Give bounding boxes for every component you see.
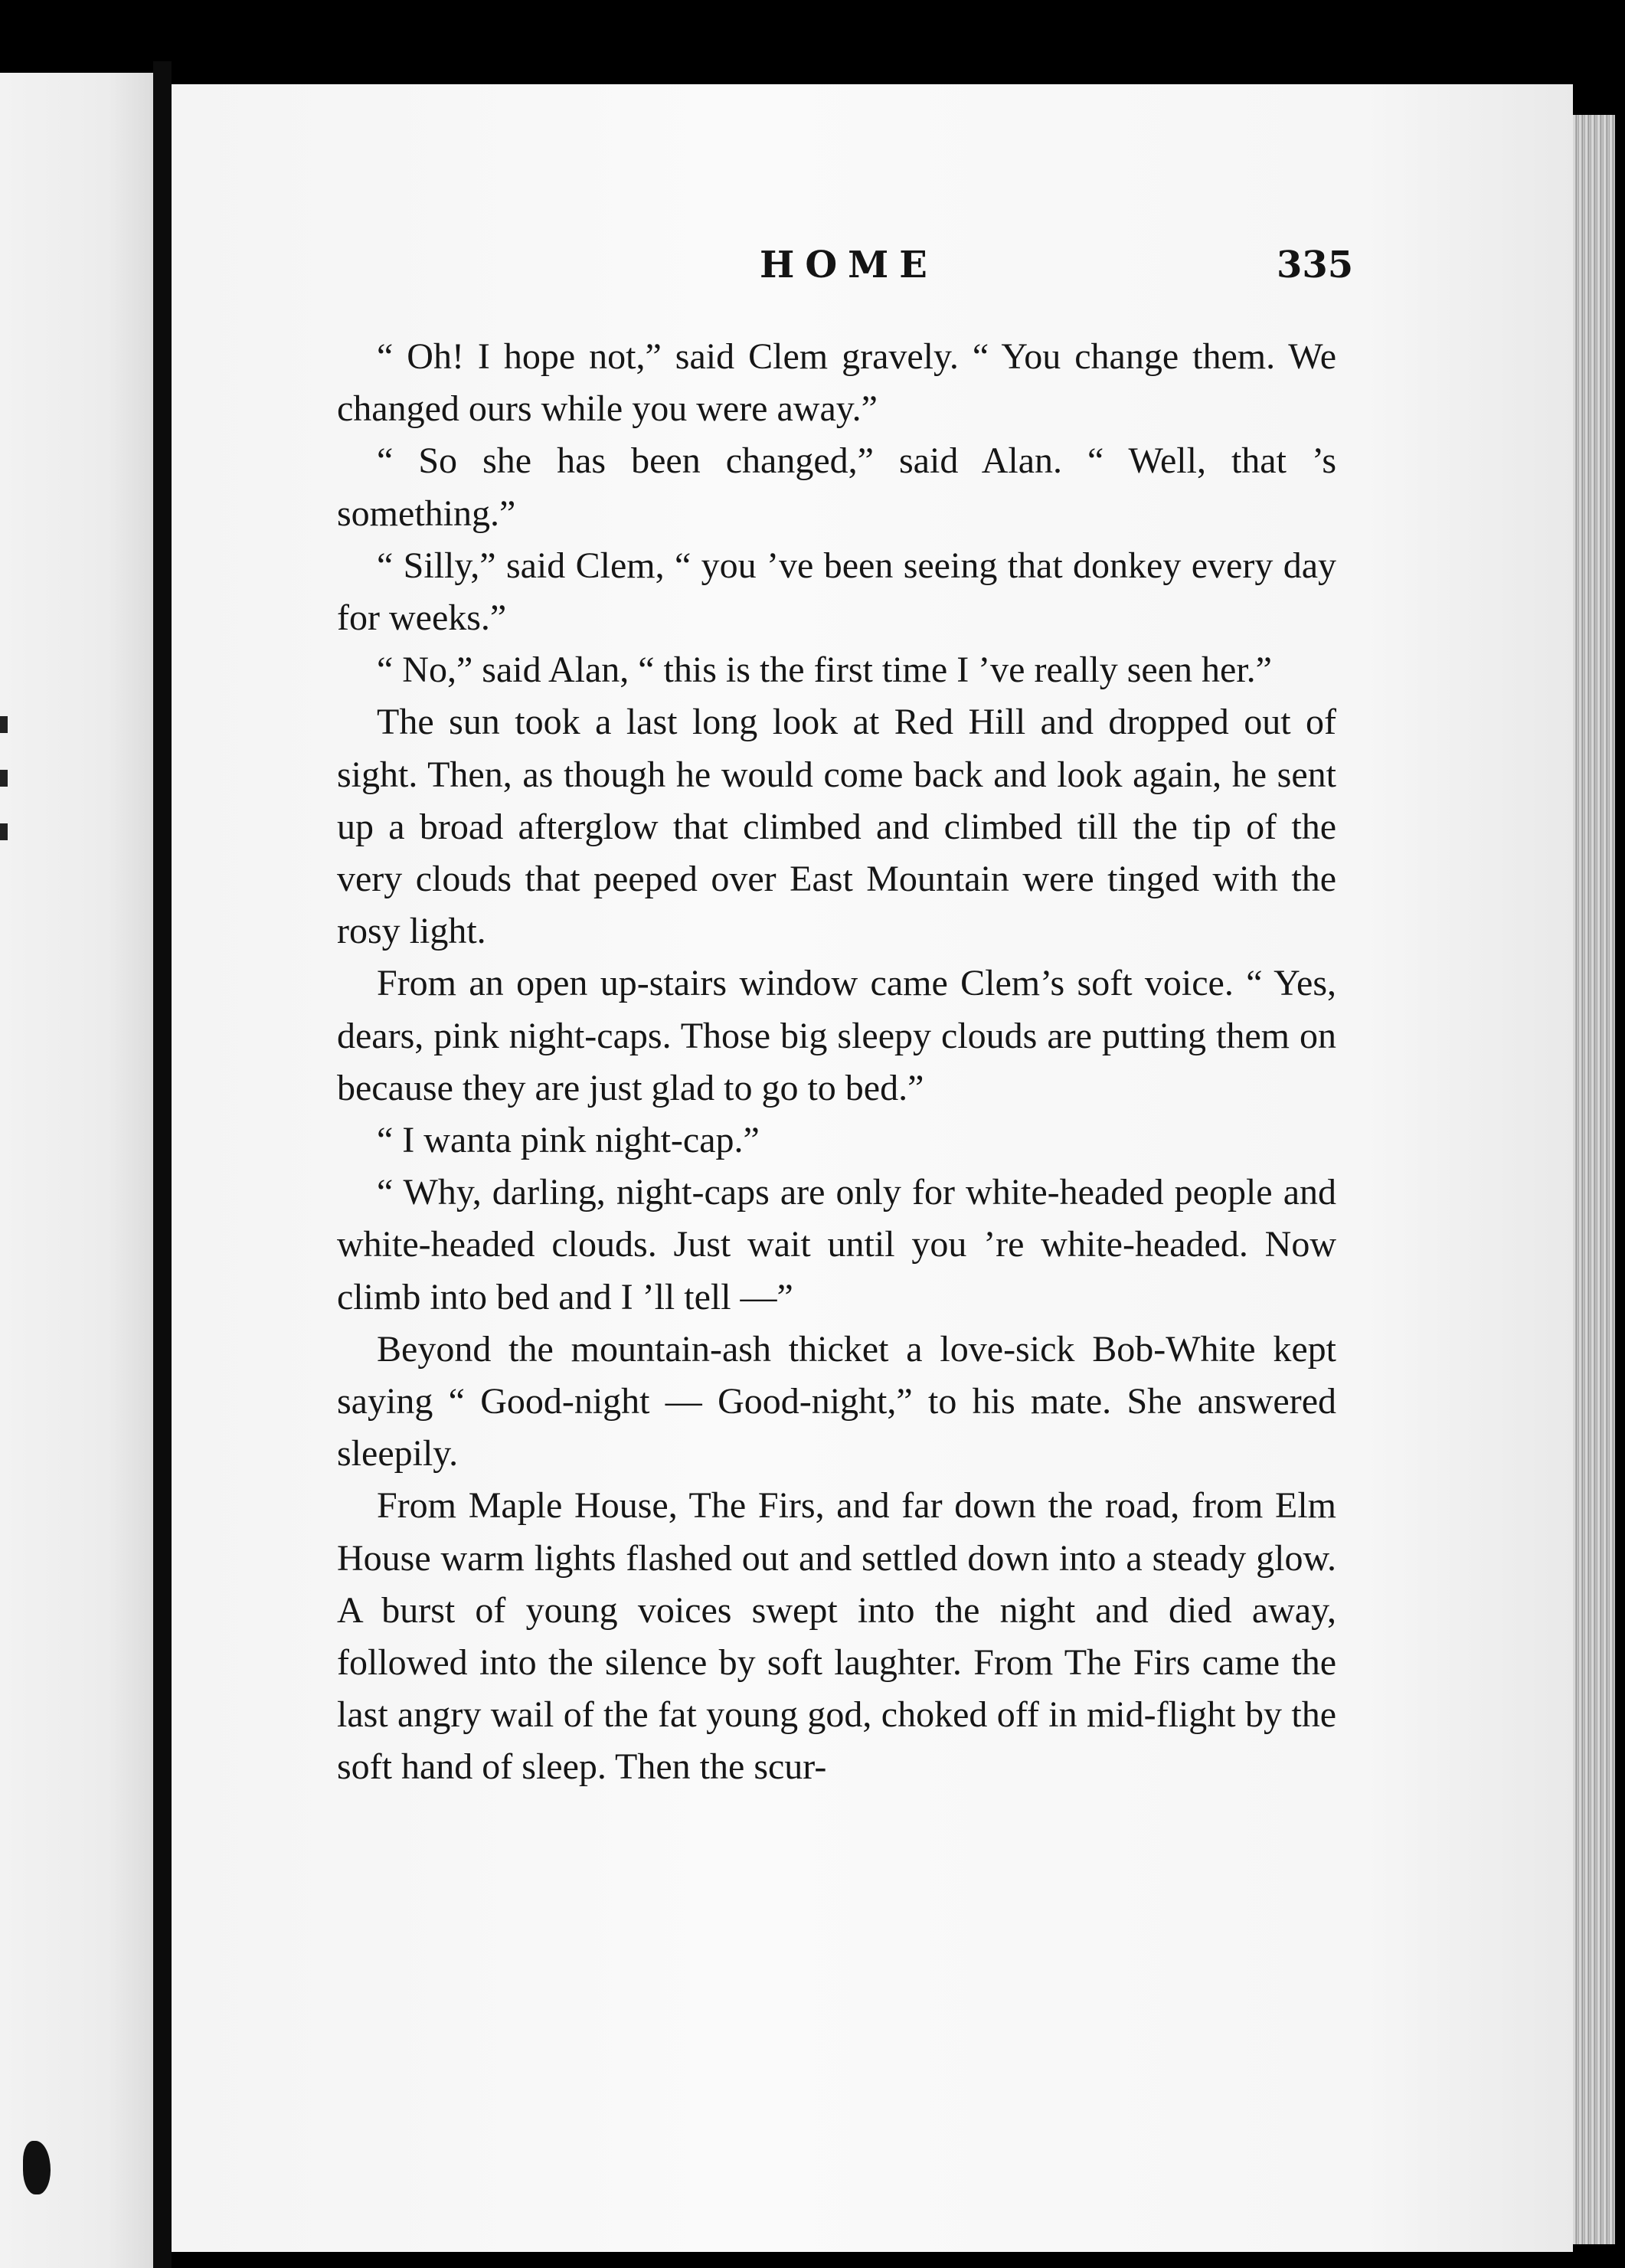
book-gutter bbox=[153, 61, 172, 2268]
page-edges bbox=[1573, 115, 1615, 2244]
paragraph: From an open up-stairs window came Clem’s soft voice. “ Yes, dears, pink night-caps. Those big sleepy clouds are putting them on because they are just glad to go to bed.” bbox=[337, 963, 1336, 1108]
paragraph: From Maple House, The Firs, and far down the road, from Elm House warm lights flashed out and settled down into a steady glow. A burst of young voices swept into the night and died away, followed into the silence by soft laughter. From The Firs came the last angry wail of the fat young god, choked off in mid-flight by the soft hand of sleep. Then the scur- bbox=[337, 1485, 1336, 1788]
body-text bbox=[337, 331, 1336, 1794]
running-head bbox=[0, 244, 1625, 290]
page-number: 335 bbox=[1277, 244, 1354, 286]
paragraph: Beyond the mountain-ash thicket a love-sick Bob-White kept saying “ Good-night — Good-night,” to his mate. She answered sleepily. bbox=[337, 1328, 1336, 1474]
left-page-mark bbox=[0, 823, 8, 840]
ink-blot bbox=[23, 2141, 51, 2194]
paragraph: “ I wanta pink night-cap.” bbox=[377, 1120, 760, 1161]
left-page-edge bbox=[0, 73, 153, 2268]
paragraph: “ So she has been changed,” said Alan. “ Well, that ’s something.” bbox=[337, 440, 1336, 534]
paragraph: “ Why, darling, night-caps are only for white-headed people and white-headed clouds. Just wait until you ’re white-headed. Now climb into bed and I ’ll tell —” bbox=[337, 1172, 1336, 1317]
paragraph: “ Silly,” said Clem, “ you ’ve been seeing that donkey every day for weeks.” bbox=[337, 545, 1336, 639]
paragraph: “ No,” said Alan, “ this is the first time I ’ve really seen her.” bbox=[377, 650, 1272, 691]
paragraph: The sun took a last long look at Red Hill and dropped out of sight. Then, as though he would come back and look again, he sent up a broad afterglow that climbed and climbed till the tip of the very clouds that peeped over East Mountain were tinged with the rosy light. bbox=[337, 702, 1336, 952]
running-head-title: HOME bbox=[760, 244, 938, 286]
paragraph: “ Oh! I hope not,” said Clem gravely. “ You change them. We changed ours while you were away.” bbox=[337, 336, 1336, 430]
left-page-mark bbox=[0, 770, 8, 787]
left-page-mark bbox=[0, 716, 8, 733]
